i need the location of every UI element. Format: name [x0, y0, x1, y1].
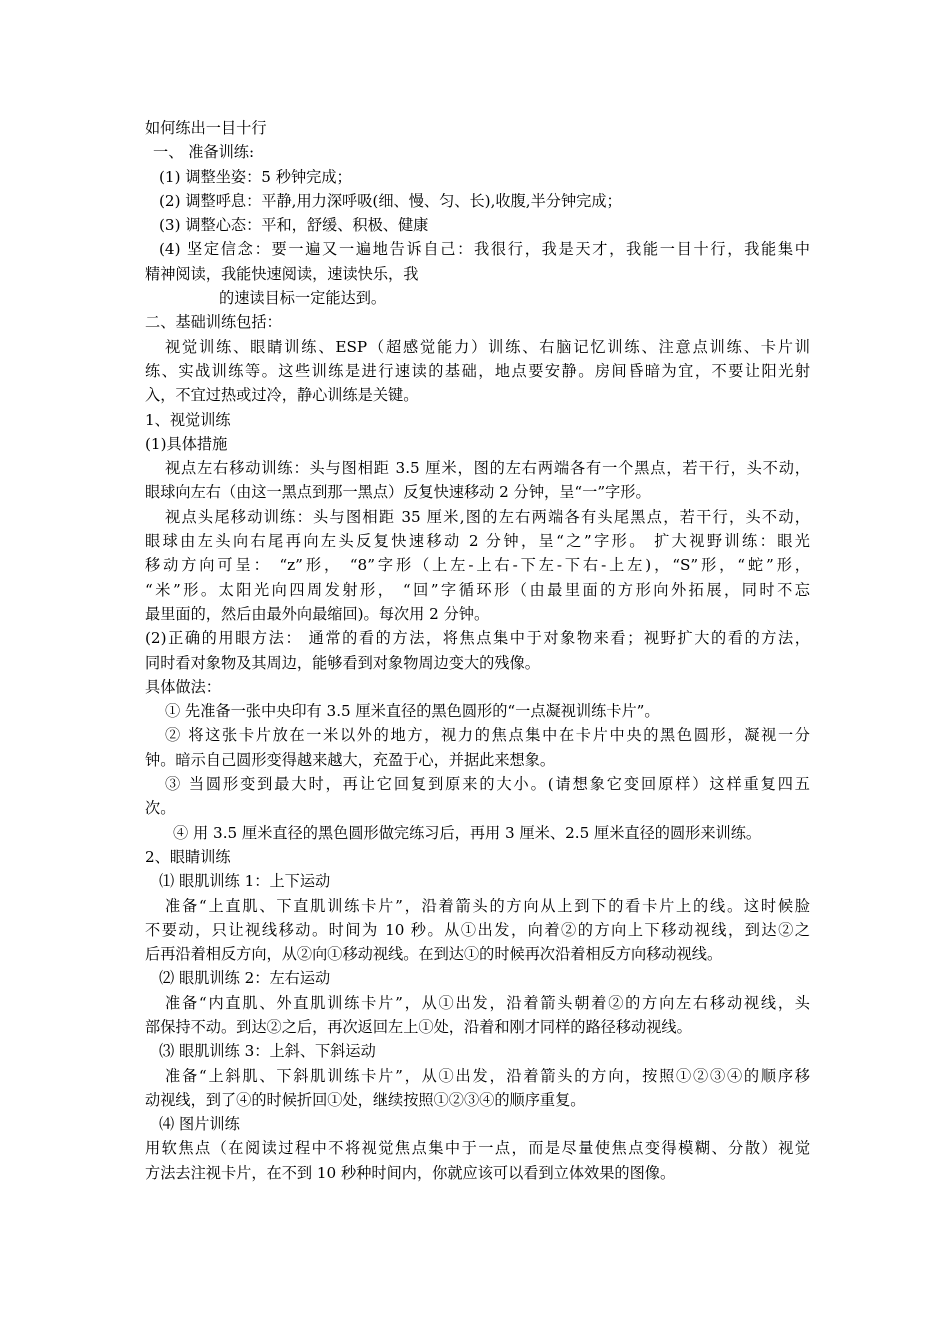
step-item: ④ 用 3.5 厘米直径的黑色圆形做完练习后，再用 3 厘米、2.5 厘米直径的圆形来训练。 — [173, 823, 762, 842]
paragraph-line: 同时看对象物及其周边，能够看到对象物周边变大的残像。 — [145, 653, 540, 672]
section-heading-visual-training: 1、视觉训练 — [145, 410, 231, 429]
step-item: ③ 当圆形变到最大时，再让它回复到原来的大小。(请想象它变回原样）这样重复四五 — [165, 775, 810, 794]
paragraph-line: 练、实战训练等。这些训练是进行速读的基础，地点要安静。房间昏暗为宜，不要让阳光射 — [145, 361, 810, 380]
step-item: ① 先准备一张中央印有 3.5 厘米直径的黑色圆形的“一点凝视训练卡片”。 — [165, 702, 660, 721]
paragraph-line: 最里面的，然后由最外向最缩回)。每次用 2 分钟。 — [145, 604, 490, 623]
paragraph-line: 眼球向左右（由这一黑点到那一黑点）反复快速移动 2 分钟，呈“一”字形。 — [145, 483, 651, 502]
paragraph-line: 视点左右移动训练：头与图相距 3.5 厘米，图的左右两端各有一个黑点，若干行，头不动， — [165, 459, 810, 478]
paragraph-line: 视点头尾移动训练：头与图相距 35 厘米,图的左右两端各有头尾黑点，若干行，头不动， — [165, 507, 810, 526]
paragraph-line: 眼球由左头向右尾再向左头反复快速移动 2 分钟，呈“之”字形。 扩大视野训练：眼光 — [145, 532, 810, 551]
paragraph-line: 准备“上直肌、下直肌训练卡片”，沿着箭头的方向从上到下的看卡片上的线。这时候脸 — [165, 896, 810, 915]
document-title: 如何练出一目十行 — [145, 119, 267, 137]
step-item-continuation: 钟。暗示自己圆形变得越来越大，充盈于心，并据此来想象。 — [145, 750, 556, 769]
subheading-eye-muscle-1: ⑴ 眼肌训练 1：上下运动 — [159, 872, 331, 891]
paragraph-line: 准备“内直肌、外直肌训练卡片”，从①出发，沿着箭头朝着②的方向左右移动视线，头 — [165, 993, 810, 1012]
list-item: (1) 调整坐姿：5 秒钟完成； — [159, 167, 352, 186]
subheading-picture-training: ⑷ 图片训练 — [159, 1115, 240, 1134]
subheading-correct-eye-use: (2)正确的用眼方法： 通常的看的方法，将焦点集中于对象物来看；视野扩大的看的方法， — [145, 629, 810, 648]
list-item: (2) 调整呼息：平静,用力深呼吸(细、慢、匀、长),收腹,半分钟完成； — [159, 191, 622, 210]
document-page — [145, 116, 810, 1185]
subheading-method: 具体做法： — [145, 677, 221, 696]
paragraph-line: 准备“上斜肌、下斜肌训练卡片”，从①出发，沿着箭头的方向，按照①②③④的顺序移 — [165, 1066, 810, 1085]
section-heading-preparation: 一、 准备训练: — [153, 143, 255, 162]
section-heading-basic-training: 二、基础训练包括： — [145, 313, 282, 332]
list-item-continuation: 的速读目标一定能达到。 — [219, 289, 387, 308]
section-heading-eye-training: 2、眼睛训练 — [145, 847, 231, 866]
list-item: (4) 坚定信念：要一遍又一遍地告诉自己：我很行，我是天才，我能一目十行，我能集中 — [159, 240, 810, 259]
paragraph-line: 视觉训练、眼睛训练、ESP（超感觉能力）训练、右脑记忆训练、注意点训练、卡片训 — [165, 337, 810, 356]
paragraph-line: “米”形。太阳光向四周发射形， “回”字循环形（由最里面的方形向外拓展，同时不忘 — [145, 580, 810, 599]
subheading-eye-muscle-2: ⑵ 眼肌训练 2：左右运动 — [159, 969, 331, 988]
subheading-eye-muscle-3: ⑶ 眼肌训练 3：上斜、下斜运动 — [159, 1042, 376, 1061]
paragraph-line: 部保持不动。到达②之后，再次返回左上①处，沿着和刚才同样的路径移动视线。 — [145, 1017, 692, 1036]
step-item-continuation: 次。 — [145, 799, 176, 818]
paragraph-line: 不要动，只让视线移动。时间为 10 秒。从①出发，向着②的方向上下移动视线，到达②之 — [145, 920, 810, 939]
subheading-measures: (1)具体措施 — [145, 434, 228, 453]
list-item-continuation: 精神阅读，我能快速阅读，速读快乐，我 — [145, 264, 419, 283]
paragraph-line: 入，不宜过热或过冷，静心训练是关键。 — [145, 386, 419, 405]
paragraph-line: 移动方向可呈： “z”形， “8”字形（上左-上右-下左-下右-上左)，“S”形，“蛇”形， — [145, 556, 810, 575]
paragraph-line: 动视线，到了④的时候折回①处，继续按照①②③④的顺序重复。 — [145, 1090, 586, 1109]
list-item: (3) 调整心态：平和，舒缓、积极、健康 — [159, 216, 429, 235]
paragraph-line: 用软焦点（在阅读过程中不将视觉焦点集中于一点，而是尽量使焦点变得模糊、分散）视觉 — [145, 1139, 810, 1158]
paragraph-line: 后再沿着相反方向，从②向①移动视线。在到达①的时候再次沿着相反方向移动视线。 — [145, 945, 723, 964]
paragraph-line: 方法去注视卡片，在不到 10 秒种时间内，你就应该可以看到立体效果的图像。 — [145, 1163, 676, 1182]
step-item: ② 将这张卡片放在一米以外的地方，视力的焦点集中在卡片中央的黑色圆形，凝视一分 — [165, 726, 810, 745]
